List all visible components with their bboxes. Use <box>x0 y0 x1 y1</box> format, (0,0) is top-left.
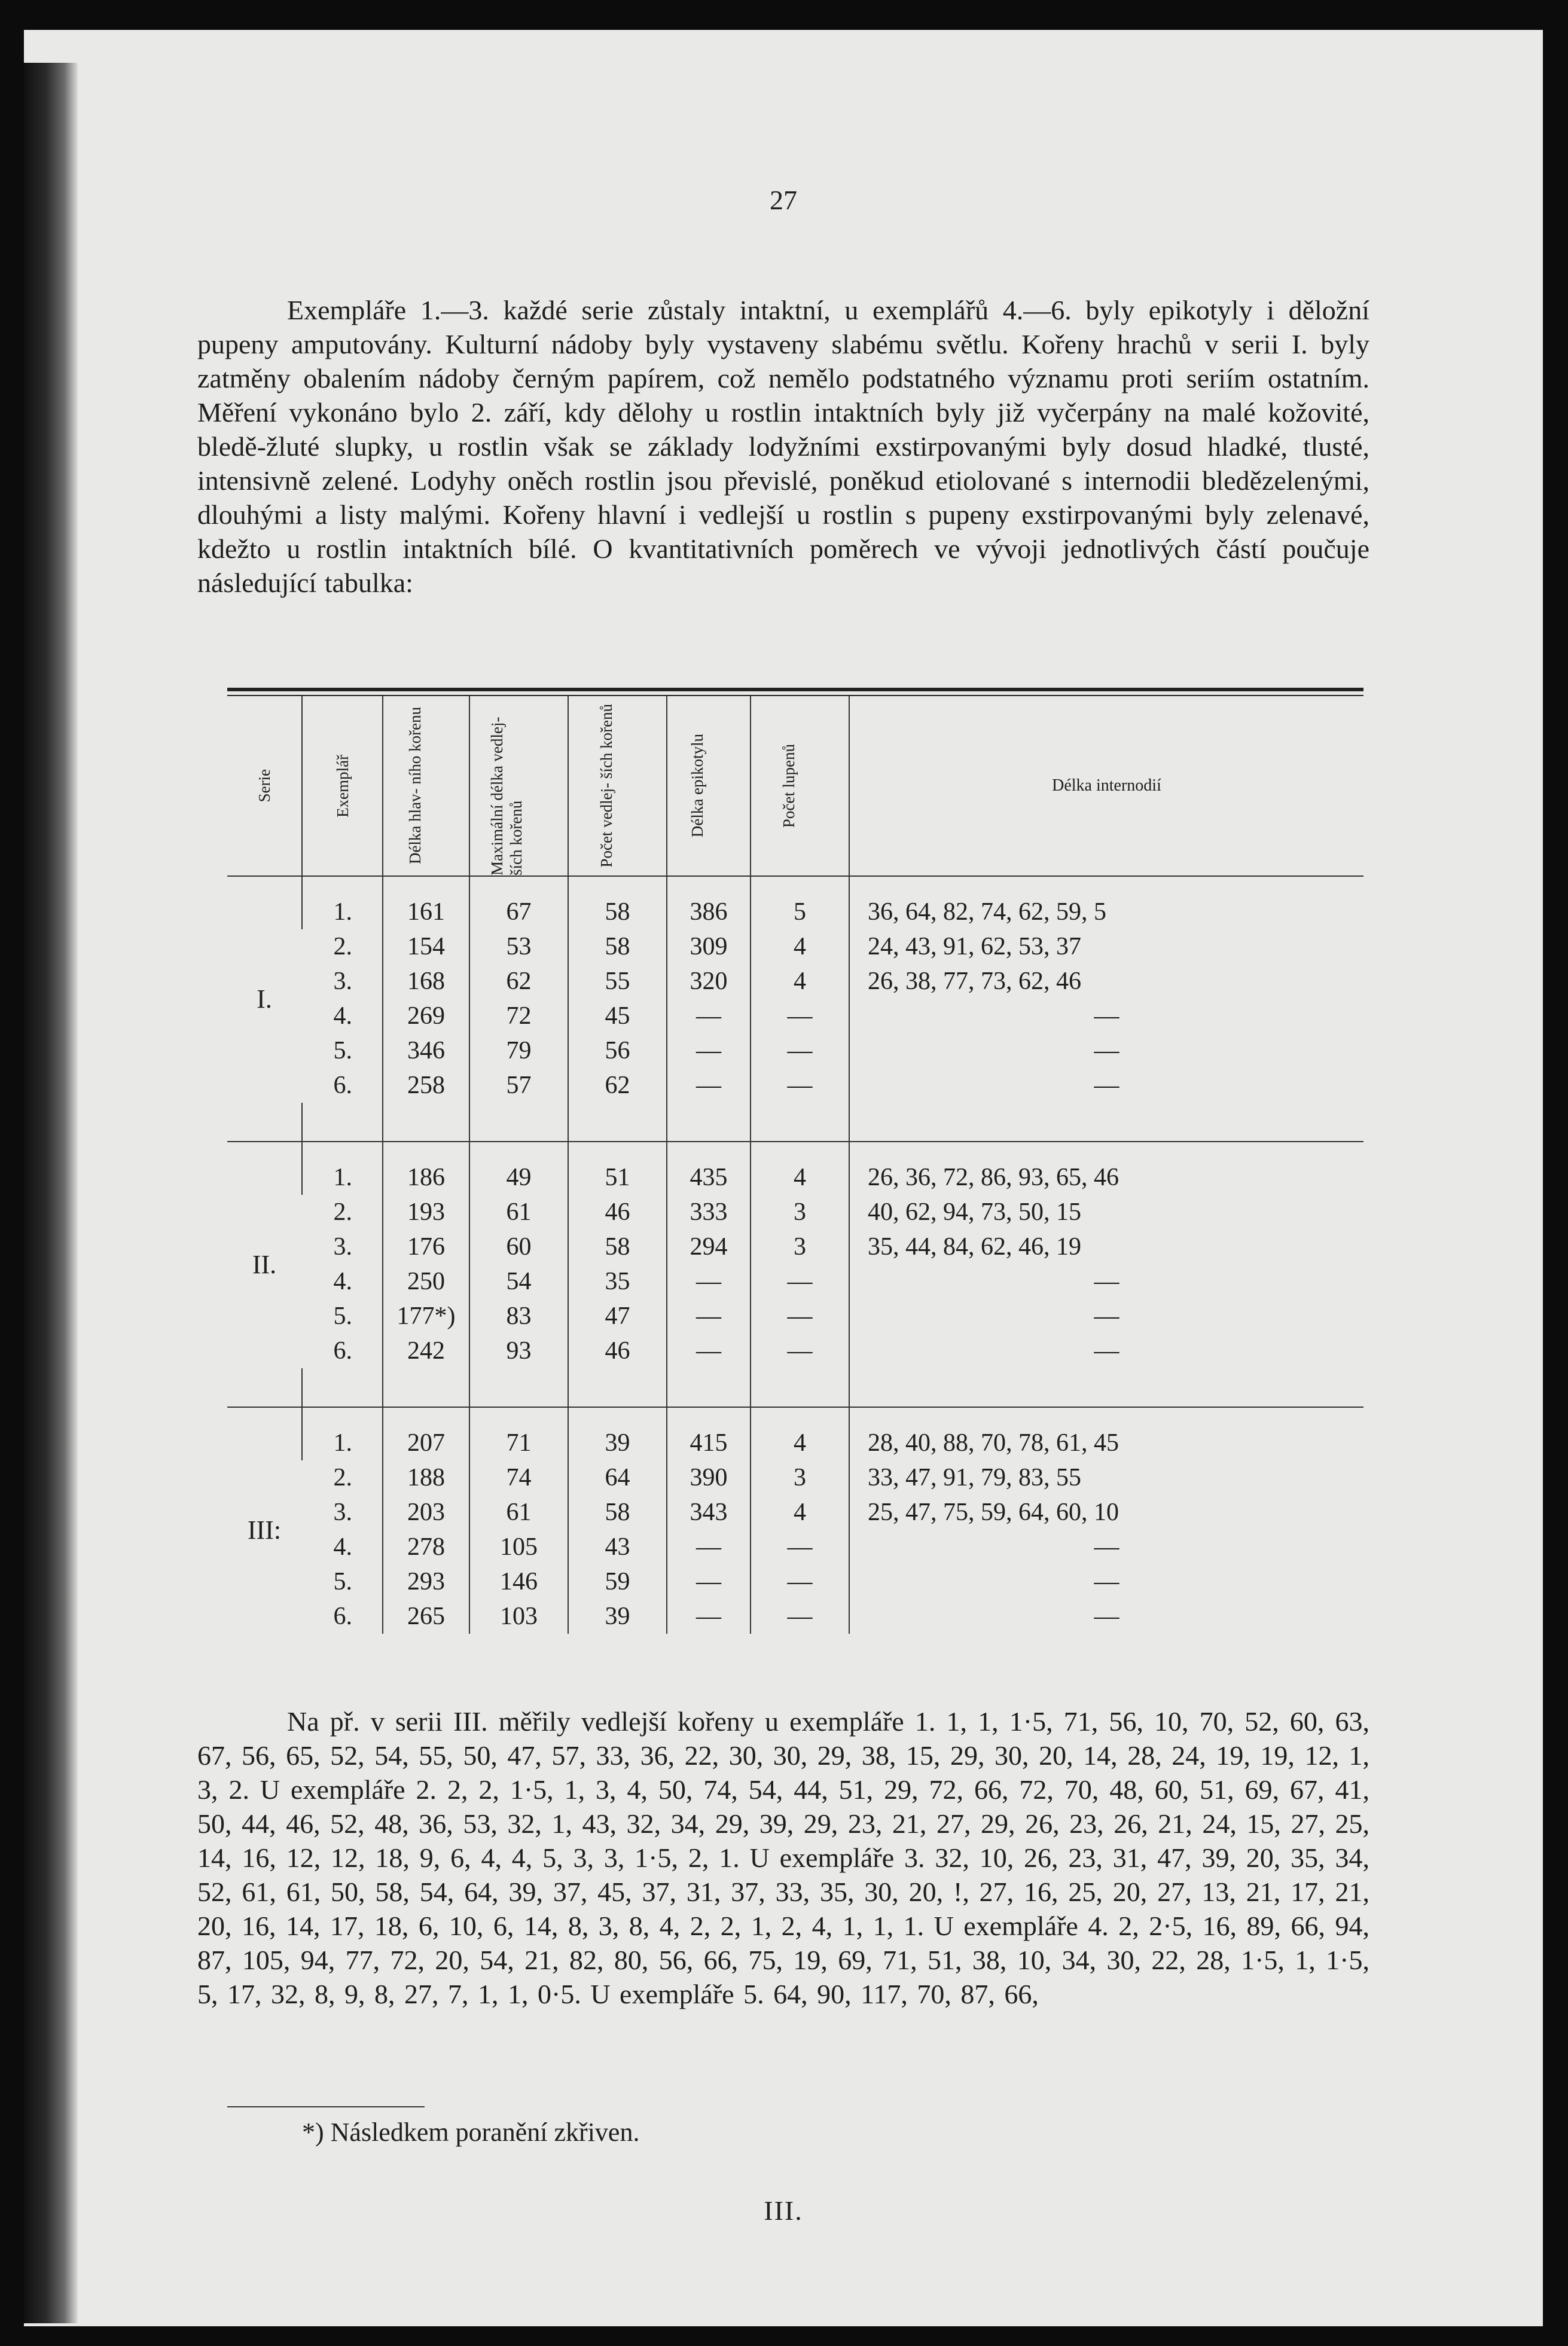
table-row <box>227 1495 1363 1530</box>
table-cell <box>469 876 568 895</box>
table-cell: 71 <box>469 1426 568 1460</box>
table-cell: 33, 47, 91, 79, 83, 55 <box>849 1460 1363 1495</box>
table-cell <box>383 876 469 895</box>
header-leaves: Počet lupenů <box>751 696 849 876</box>
table-cell: 3 <box>751 1460 849 1495</box>
table-cell: 390 <box>667 1460 751 1495</box>
table-cell: 242 <box>383 1334 469 1368</box>
table-cell <box>469 1103 568 1142</box>
intro-text: Exempláře 1.—3. každé serie zůstaly intaktní, u exemplářů 4.—6. byly epikotyly i děložní pupeny amputovány. Kulturní nádoby byly vystaveny slabému světlu. Kořeny hrachů v serii I. byly zatměny obalením nádoby černým papírem, což nemělo podstatného významu proti seriím ostatním. Měření vykonáno bylo 2. září, kdy dělohy u rostlin intaktních byly již vyčerpány na malé kožovité, bledě-žluté slupky, u rostlin však se základy lodyžními exstirpovanými byly dosud hladké, tlusté, intensivně zelené. Lodyhy oněch rostlin jsou převislé, poněkud etiolované s internodii bledězelenými, dlouhými a listy malými. Kořeny hlavní i vedlejší u rostlin s pupeny exstirpovanými byly zelenavé, kdežto u rostlin intaktních bílé. O kvantitativních poměrech ve vývoji jednotlivých částí poučuje následující tabulka: <box>197 295 1369 598</box>
table-cell: 103 <box>469 1599 568 1634</box>
table-cell: — <box>667 1334 751 1368</box>
table-cell: — <box>751 1334 849 1368</box>
header-internodes: Délka internodií <box>849 696 1363 876</box>
table-cell: — <box>849 1599 1363 1634</box>
table-cell: 79 <box>469 1033 568 1068</box>
table-row <box>227 1334 1363 1368</box>
table-cell: — <box>667 1299 751 1334</box>
table-cell: 4. <box>333 1268 352 1295</box>
serie-label: III: <box>247 1515 282 1545</box>
table-cell: 105 <box>469 1530 568 1564</box>
table-cell: 51 <box>568 1160 667 1195</box>
table-cell <box>667 1103 751 1142</box>
table-cell <box>568 1103 667 1142</box>
data-table <box>227 696 1363 1634</box>
table-cell: 3 <box>751 1195 849 1230</box>
table-cell: 250 <box>383 1264 469 1299</box>
table-cell: 46 <box>568 1195 667 1230</box>
table-cell: 26, 38, 77, 73, 62, 46 <box>849 964 1363 999</box>
table-cell <box>227 876 302 895</box>
table-cell: 3 <box>751 1230 849 1264</box>
table-cell: — <box>751 1068 849 1103</box>
table-cell: 1. <box>302 1426 383 1460</box>
table-cell: 58 <box>568 929 667 964</box>
table-row <box>227 1599 1363 1634</box>
table-row <box>227 1564 1363 1599</box>
table-cell: 386 <box>667 895 751 929</box>
table-cell: — <box>849 1033 1363 1068</box>
table-cell: 320 <box>667 964 751 999</box>
table-cell: 1. <box>302 1160 383 1195</box>
table-cell: 193 <box>383 1195 469 1230</box>
table-cell: 72 <box>469 999 568 1033</box>
table-cell: — <box>849 1299 1363 1334</box>
table-cell <box>469 1368 568 1407</box>
table-cell: 2. <box>333 1198 352 1226</box>
table-cell: — <box>751 1564 849 1599</box>
table-cell: 435 <box>667 1160 751 1195</box>
table-cell: 4. <box>333 1002 352 1030</box>
table-cell: 26, 36, 72, 86, 93, 65, 46 <box>849 1160 1363 1195</box>
table-cell: 415 <box>667 1426 751 1460</box>
table-row <box>227 1230 1363 1264</box>
table-cell: 39 <box>568 1599 667 1634</box>
note-text: Na př. v serii III. měřily vedlejší kořeny u exempláře 1. 1, 1, 1·5, 71, 56, 10, 70, 52, 60, 63, 67, 56, 65, 52, 54, 55, 50, 47, 57, 33, 36, 22, 30, 30, 29, 38, 15, 29, 30, 20, 14, 28, 24, 19, 19, 12, 1, 3, 2. U exempláře 2. 2, 2, 1·5, 1, 3, 4, 50, 74, 54, 44, 51, 29, 72, 66, 72, 70, 48, 60, 51, 69, 67, 41, 50, 44, 46, 52, 48, 36, 53, 32, 1, 43, 32, 34, 29, 39, 29, 23, 21, 27, 29, 26, 23, 26, 21, 24, 15, 27, 25, 14, 16, 12, 12, 18, 9, 6, 4, 4, 5, 3, 3, 1·5, 2, 1. U exempláře 3. 32, 10, 26, 23, 31, 47, 39, 20, 35, 34, 52, 61, 61, 50, 58, 54, 64, 39, 37, 45, 37, 31, 37, 33, 35, 30, 20, !, 27, 16, 25, 20, 27, 13, 21, 17, 21, 20, 16, 14, 17, 18, 6, 10, 6, 14, 8, 3, 8, 4, 2, 2, 1, 2, 4, 1, 1, 1. U exempláře 4. 2, 2·5, 16, 89, 66, 94, 87, 105, 94, 77, 72, 20, 54, 21, 82, 80, 56, 66, 75, 19, 69, 71, 51, 38, 10, 34, 30, 22, 28, 1·5, 1, 1·5, 5, 17, 32, 8, 9, 8, 27, 7, 1, 1, 0·5. U exempláře 5. 64, 90, 117, 70, 87, 66, <box>197 1706 1369 2009</box>
table-cell: 58 <box>568 895 667 929</box>
table-cell: 346 <box>383 1033 469 1068</box>
table-cell: — <box>751 1599 849 1634</box>
table-cell: 74 <box>469 1460 568 1495</box>
header-serie: Serie <box>227 696 302 876</box>
table-cell: 278 <box>383 1530 469 1564</box>
header-count-lateral: Počet vedlej- ších kořenů <box>568 696 667 876</box>
table-cell <box>667 1142 751 1160</box>
table-cell <box>469 1142 568 1160</box>
footnote: *) Následkem poranění zkřiven. <box>302 2118 640 2147</box>
table-cell <box>302 876 383 895</box>
table-cell: 3. <box>333 1499 352 1526</box>
table-cell: 24, 43, 91, 62, 53, 37 <box>849 929 1363 964</box>
data-table-wrap <box>227 688 1363 1634</box>
page-number: 27 <box>770 185 797 215</box>
note-paragraph <box>197 1704 1369 2011</box>
table-cell: 61 <box>469 1195 568 1230</box>
table-cell: — <box>849 1530 1363 1564</box>
table-cell <box>383 1407 469 1426</box>
table-cell: 3. <box>333 968 352 995</box>
table-cell <box>302 1368 383 1407</box>
table-row <box>227 1460 1363 1495</box>
table-cell: 62 <box>469 964 568 999</box>
table-cell: 49 <box>469 1160 568 1195</box>
table-cell: 4 <box>751 1426 849 1460</box>
table-cell: 6. <box>333 1072 352 1099</box>
table-cell: — <box>849 1264 1363 1299</box>
table-cell <box>383 1142 469 1160</box>
table-row <box>227 964 1363 999</box>
table-cell: 3. <box>333 1233 352 1261</box>
table-cell <box>751 1142 849 1160</box>
table-cell: — <box>849 1334 1363 1368</box>
table-cell <box>849 1142 1363 1160</box>
table-cell: 161 <box>383 895 469 929</box>
table-cell: 4 <box>751 929 849 964</box>
table-cell <box>849 876 1363 895</box>
table-cell: — <box>667 1033 751 1068</box>
table-cell: 2. <box>333 933 352 960</box>
header-epicotyl: Délka epikotylu <box>667 696 751 876</box>
table-cell: 177*) <box>383 1299 469 1334</box>
table-cell: 40, 62, 94, 73, 50, 15 <box>849 1195 1363 1230</box>
table-cell <box>469 1407 568 1426</box>
table-cell: — <box>667 1530 751 1564</box>
table-cell: 43 <box>568 1530 667 1564</box>
intro-paragraph <box>197 293 1369 600</box>
table-cell: 4. <box>333 1533 352 1561</box>
table-cell: 6. <box>333 1603 352 1630</box>
table-cell: 62 <box>568 1068 667 1103</box>
table-cell: 5. <box>333 1037 352 1064</box>
header-max-lateral: Maximální délka vedlej- ších kořenů <box>469 696 568 876</box>
binding-shadow <box>24 63 78 2323</box>
table-cell: — <box>849 1564 1363 1599</box>
header-exemplar: Exemplář <box>302 696 383 876</box>
table-cell <box>849 1368 1363 1407</box>
table-cell: 207 <box>383 1426 469 1460</box>
table-row <box>227 1160 1363 1195</box>
table-cell: 60 <box>469 1230 568 1264</box>
page-sheet <box>24 30 1543 2326</box>
table-cell <box>849 1103 1363 1142</box>
table-cell <box>383 1103 469 1142</box>
table-cell: — <box>849 999 1363 1033</box>
table-cell: 58 <box>568 1230 667 1264</box>
table-cell: — <box>667 1264 751 1299</box>
table-cell: 61 <box>469 1495 568 1530</box>
table-cell <box>568 1142 667 1160</box>
table-cell <box>849 1407 1363 1426</box>
table-cell: 4 <box>751 1495 849 1530</box>
table-cell: 39 <box>568 1426 667 1460</box>
table-cell: 343 <box>667 1495 751 1530</box>
table-cell: 5. <box>333 1568 352 1595</box>
table-cell: 6. <box>333 1337 352 1365</box>
table-top-rule <box>227 688 1363 696</box>
table-cell: 2. <box>333 1464 352 1491</box>
table-cell: 269 <box>383 999 469 1033</box>
table-cell: — <box>751 999 849 1033</box>
table-cell: — <box>849 1068 1363 1103</box>
table-cell <box>302 1103 383 1142</box>
table-row <box>227 999 1363 1033</box>
table-cell: 146 <box>469 1564 568 1599</box>
serie-label: II. <box>252 1249 277 1279</box>
serie-label: I. <box>257 984 272 1014</box>
table-cell <box>227 1368 302 1407</box>
table-row <box>227 1195 1363 1230</box>
table-cell: 154 <box>383 929 469 964</box>
table-cell: 293 <box>383 1564 469 1599</box>
table-cell: 35 <box>568 1264 667 1299</box>
signature-mark: III. <box>764 2195 803 2226</box>
table-cell <box>667 1368 751 1407</box>
table-cell <box>227 1103 302 1142</box>
table-cell <box>667 1407 751 1426</box>
table-cell: 53 <box>469 929 568 964</box>
table-cell: 36, 64, 82, 74, 62, 59, 5 <box>849 895 1363 929</box>
table-row <box>227 1426 1363 1460</box>
table-cell <box>568 1368 667 1407</box>
table-cell <box>568 876 667 895</box>
table-cell: 25, 47, 75, 59, 64, 60, 10 <box>849 1495 1363 1530</box>
table-cell: 93 <box>469 1334 568 1368</box>
table-cell: — <box>751 1530 849 1564</box>
table-cell <box>302 1142 383 1160</box>
table-cell: — <box>751 1299 849 1334</box>
table-cell <box>383 1368 469 1407</box>
table-cell: 35, 44, 84, 62, 46, 19 <box>849 1230 1363 1264</box>
table-row <box>227 929 1363 964</box>
table-cell: 1. <box>302 895 383 929</box>
table-row <box>227 1530 1363 1564</box>
table-cell <box>667 876 751 895</box>
table-cell: 54 <box>469 1264 568 1299</box>
table-cell: 56 <box>568 1033 667 1068</box>
table-row <box>227 1068 1363 1103</box>
table-cell: 4 <box>751 964 849 999</box>
table-cell <box>302 1407 383 1426</box>
table-cell: 83 <box>469 1299 568 1334</box>
table-cell: 258 <box>383 1068 469 1103</box>
table-cell: 168 <box>383 964 469 999</box>
table-cell <box>227 1407 302 1426</box>
table-cell: — <box>667 1068 751 1103</box>
table-cell: 333 <box>667 1195 751 1230</box>
table-cell: 188 <box>383 1460 469 1495</box>
table-cell: 57 <box>469 1068 568 1103</box>
table-cell: — <box>751 1033 849 1068</box>
table-cell: 5. <box>333 1302 352 1330</box>
table-cell: 46 <box>568 1334 667 1368</box>
table-cell: 58 <box>568 1495 667 1530</box>
table-cell <box>751 876 849 895</box>
table-cell: 64 <box>568 1460 667 1495</box>
table-cell: 203 <box>383 1495 469 1530</box>
table-cell <box>568 1407 667 1426</box>
table-cell: — <box>667 999 751 1033</box>
table-row <box>227 1299 1363 1334</box>
table-cell: — <box>667 1599 751 1634</box>
table-cell <box>227 1142 302 1160</box>
table-cell: 67 <box>469 895 568 929</box>
table-cell: 45 <box>568 999 667 1033</box>
table-row <box>227 1264 1363 1299</box>
table-cell <box>751 1103 849 1142</box>
page-content <box>197 30 1393 2326</box>
table-cell: 59 <box>568 1564 667 1599</box>
table-row <box>227 895 1363 929</box>
footnote-rule <box>227 2106 425 2107</box>
table-cell <box>751 1407 849 1426</box>
table-cell: 265 <box>383 1599 469 1634</box>
table-cell: — <box>667 1564 751 1599</box>
table-cell: — <box>751 1264 849 1299</box>
table-row <box>227 1033 1363 1068</box>
table-cell <box>751 1368 849 1407</box>
header-main-root: Délka hlav- ního kořenu <box>383 696 469 876</box>
table-cell: 186 <box>383 1160 469 1195</box>
table-cell: 47 <box>568 1299 667 1334</box>
table-header-row <box>227 696 1363 876</box>
table-cell: 309 <box>667 929 751 964</box>
table-cell: 28, 40, 88, 70, 78, 61, 45 <box>849 1426 1363 1460</box>
table-cell: 55 <box>568 964 667 999</box>
table-cell: 4 <box>751 1160 849 1195</box>
table-cell: 5 <box>751 895 849 929</box>
table-cell: 176 <box>383 1230 469 1264</box>
table-cell: 294 <box>667 1230 751 1264</box>
